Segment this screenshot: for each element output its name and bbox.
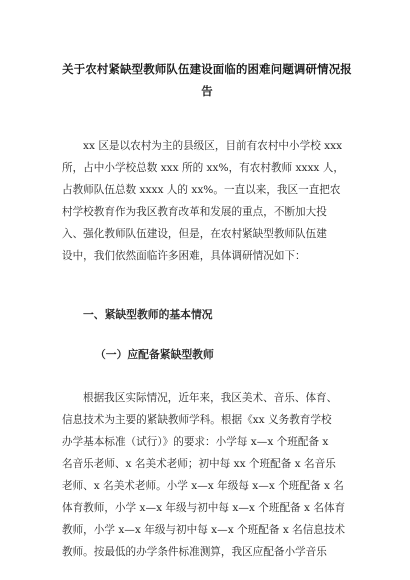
paragraph-line: 教师。按最低的办学条件标准测算，我区应配备小学音乐 [62, 546, 327, 558]
paragraph-line: 名音乐老师、x 名美术老师；初中每 xx 个班配备 x 名音乐 [62, 458, 336, 470]
paragraph-line: 老师、x 名美术老师。小学 x—x 年级每 x—x 个班配备 x 名 [62, 480, 344, 492]
document-title [62, 58, 352, 102]
paragraph-line: 根据我区实际情况，近年来，我区美术、音乐、体育、 [83, 392, 338, 404]
paragraph-line: 设中，我们依然面临许多困难，具体调研情况如下： [62, 250, 306, 262]
intro-paragraph [62, 135, 354, 267]
paragraph-line: 所，占中小学校总数 xxx 所的 xx%，有农村教师 xxxx 人， [62, 162, 344, 174]
section-heading: 一、紧缺型教师的基本情况 [83, 308, 213, 321]
paragraph-line: xx 区是以农村为主的县级区，目前有农村中小学校 xxx [83, 140, 343, 152]
title-line: 告 [201, 84, 213, 98]
subsection-heading: （一）应配备紧缺型教师 [95, 348, 214, 361]
paragraph-line: 占教师队伍总数 xxxx 人的 xx%。一直以来，我区一直把农 [62, 184, 341, 196]
paragraph-line: 体育教师，小学 x—x 年级与初中每 x—x 个班配备 x 名体育 [62, 502, 346, 514]
paragraph-line: 村学校教育作为我区教育改革和发展的重点，不断加大投 [62, 206, 327, 218]
paragraph-line: 教师，小学 x—x 年级与初中每 x—x 个班配备 x 名信息技术 [62, 524, 346, 536]
title-line: 关于农村紧缺型教师队伍建设面临的困难问题调研情况报 [62, 62, 352, 76]
body-paragraph [62, 387, 354, 563]
paragraph-line: 入、强化教师队伍建设，但是，在农村紧缺型教师队伍建 [62, 228, 327, 240]
paragraph-line: 信息技术为主要的紧缺教师学科。根据《xx 义务教育学校 [62, 414, 332, 426]
paragraph-line: 办学基本标准（试行）》的要求：小学每 x—x 个班配备 x [62, 436, 329, 448]
